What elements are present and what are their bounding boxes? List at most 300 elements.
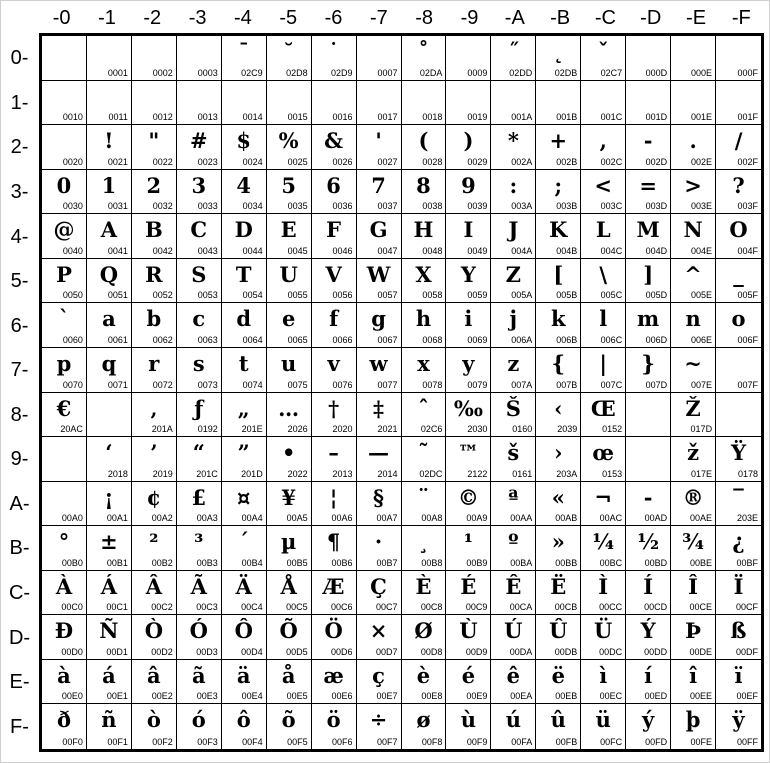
code-table xyxy=(39,33,764,752)
char-glyph xyxy=(402,82,446,111)
char-glyph: ï xyxy=(734,662,743,688)
char-cell xyxy=(87,303,132,348)
char-glyph: › xyxy=(554,440,563,466)
char-glyph: 1 xyxy=(101,172,117,198)
char-glyph: × xyxy=(369,618,388,644)
char-code: 00B1 xyxy=(106,557,128,568)
char-glyph: ® xyxy=(682,484,704,510)
char-cell xyxy=(132,660,177,705)
char-code: 0078 xyxy=(422,379,443,390)
char-cell xyxy=(132,125,177,170)
char-cell xyxy=(716,259,761,304)
char-cell xyxy=(312,170,357,215)
char-cell xyxy=(132,704,177,749)
char-cell xyxy=(222,125,267,170)
char-cell xyxy=(536,526,581,571)
char-cell xyxy=(222,615,267,660)
char-glyph: ˇ xyxy=(597,39,609,64)
char-glyph: Å xyxy=(280,573,297,599)
char-code: 0044 xyxy=(242,245,263,256)
char-cell xyxy=(536,704,581,749)
char-glyph: [ xyxy=(553,261,564,287)
char-code: 02DC xyxy=(419,468,443,479)
char-code: 203A xyxy=(556,468,578,479)
char-cell xyxy=(87,615,132,660)
char-code: 00A5 xyxy=(286,513,308,524)
char-cell xyxy=(626,660,671,705)
char-cell xyxy=(536,170,581,215)
char-cell xyxy=(42,571,87,616)
char-code: 00DE xyxy=(689,646,713,657)
char-code: 00B9 xyxy=(466,557,488,568)
char-glyph: ë xyxy=(551,662,565,688)
char-cell xyxy=(42,125,87,170)
char-code: 0015 xyxy=(287,112,308,123)
char-cell xyxy=(446,571,491,616)
char-code: 00F6 xyxy=(332,737,353,747)
char-glyph: è xyxy=(416,662,431,688)
char-glyph: ê xyxy=(506,662,521,688)
char-cell xyxy=(716,170,761,215)
char-glyph: ˉ xyxy=(238,39,249,64)
char-glyph: Ô xyxy=(234,618,253,644)
char-glyph: d xyxy=(236,306,252,332)
char-glyph: £ xyxy=(191,484,207,510)
char-code: 00CD xyxy=(644,602,668,613)
char-glyph: / xyxy=(734,128,743,154)
char-code: 002A xyxy=(511,156,533,167)
char-code: 0152 xyxy=(602,424,623,435)
char-cell xyxy=(402,259,447,304)
char-code: 0021 xyxy=(107,156,128,167)
char-code: 00A9 xyxy=(466,513,488,524)
char-glyph: % xyxy=(278,128,299,154)
char-cell xyxy=(87,660,132,705)
char-code: 004F xyxy=(737,245,758,256)
char-cell xyxy=(626,214,671,259)
char-code: 00B3 xyxy=(196,557,218,568)
char-cell xyxy=(357,170,402,215)
char-cell xyxy=(312,615,357,660)
char-glyph: ˙ xyxy=(328,39,339,64)
char-code: 0026 xyxy=(332,156,353,167)
char-code: 003B xyxy=(556,201,578,212)
char-code: 2026 xyxy=(287,424,308,435)
char-code: 0079 xyxy=(467,379,488,390)
char-glyph: { xyxy=(551,350,566,376)
char-cell xyxy=(267,437,312,482)
char-glyph xyxy=(42,438,86,467)
char-glyph: ¡ xyxy=(104,484,114,510)
char-code: 002C xyxy=(600,156,623,167)
char-glyph: Ã xyxy=(190,573,207,599)
char-cell xyxy=(536,36,581,81)
char-glyph: – xyxy=(328,440,339,466)
char-glyph xyxy=(87,394,131,423)
row-header: F- xyxy=(10,715,29,738)
char-code: 0071 xyxy=(107,379,128,390)
char-glyph: ¹ xyxy=(463,529,473,555)
char-glyph: “ xyxy=(192,440,205,466)
char-glyph: Ê xyxy=(505,573,522,599)
char-code: 005B xyxy=(556,290,578,301)
char-glyph: ‘ xyxy=(105,440,113,466)
char-glyph: Y xyxy=(460,261,476,287)
char-glyph: A xyxy=(100,217,118,243)
char-glyph: - xyxy=(643,484,653,510)
char-glyph: 5 xyxy=(281,172,296,198)
char-cell xyxy=(357,36,402,81)
char-glyph: ¬ xyxy=(594,484,613,510)
char-cell xyxy=(357,704,402,749)
char-glyph: . xyxy=(689,128,697,154)
char-code: 00DC xyxy=(599,646,623,657)
char-code: 007F xyxy=(737,379,758,390)
char-code: 00A1 xyxy=(106,513,128,524)
char-cell xyxy=(716,348,761,393)
char-code: 00F8 xyxy=(421,737,443,747)
char-glyph xyxy=(177,37,221,66)
char-cell xyxy=(222,437,267,482)
char-glyph: ‡ xyxy=(373,395,385,421)
char-code: 003E xyxy=(691,201,713,212)
column-header: -E xyxy=(686,7,707,29)
char-code: 00D9 xyxy=(465,646,488,657)
char-cell xyxy=(581,214,626,259)
char-cell xyxy=(267,615,312,660)
char-cell xyxy=(177,170,222,215)
char-code: 00E6 xyxy=(331,691,353,702)
char-glyph: S xyxy=(191,261,207,287)
char-glyph: š xyxy=(507,440,520,466)
char-code: 00F2 xyxy=(152,737,173,747)
char-glyph: å xyxy=(281,662,296,688)
char-cell xyxy=(402,36,447,81)
char-glyph: ˝ xyxy=(508,39,519,64)
char-glyph: + xyxy=(549,128,568,154)
char-cell xyxy=(87,571,132,616)
char-cell xyxy=(42,482,87,527)
char-code: 005C xyxy=(600,290,623,301)
row-header: C- xyxy=(8,582,31,605)
char-cell xyxy=(42,214,87,259)
char-cell xyxy=(671,214,716,259)
char-glyph xyxy=(626,37,670,66)
char-glyph xyxy=(446,82,490,111)
char-glyph: Ä xyxy=(235,573,252,599)
char-glyph: ¥ xyxy=(281,484,296,510)
char-code: 000E xyxy=(691,67,713,78)
char-glyph: e xyxy=(281,306,296,332)
char-cell xyxy=(267,214,312,259)
char-code: 20AC xyxy=(60,424,83,435)
char-glyph: F xyxy=(326,217,342,243)
char-cell xyxy=(222,704,267,749)
char-code: 004C xyxy=(600,245,623,256)
char-cell xyxy=(177,393,222,438)
char-cell xyxy=(581,526,626,571)
char-glyph xyxy=(87,37,131,66)
char-cell xyxy=(446,704,491,749)
char-glyph: ô xyxy=(236,707,251,733)
char-cell xyxy=(357,393,402,438)
char-glyph: G xyxy=(369,217,388,243)
char-code: 003D xyxy=(645,201,668,212)
char-glyph: ü xyxy=(595,707,611,733)
char-glyph: o xyxy=(731,306,746,332)
char-cell xyxy=(357,660,402,705)
char-code: 00A2 xyxy=(151,513,173,524)
char-code: 0178 xyxy=(737,468,758,479)
char-cell xyxy=(132,437,177,482)
char-cell xyxy=(132,170,177,215)
char-cell xyxy=(536,348,581,393)
char-code: 00F7 xyxy=(376,737,398,747)
char-glyph: ú xyxy=(505,707,521,733)
char-glyph: D xyxy=(234,217,253,243)
char-cell xyxy=(491,170,536,215)
char-glyph: Õ xyxy=(279,618,298,644)
char-glyph: j xyxy=(509,306,518,332)
column-header: -8 xyxy=(415,7,434,29)
char-code: 02D8 xyxy=(286,67,308,78)
char-glyph: Œ xyxy=(590,395,616,421)
char-cell xyxy=(581,571,626,616)
char-code: 00C7 xyxy=(375,602,398,613)
char-code: 000D xyxy=(645,67,668,78)
char-cell xyxy=(491,259,536,304)
char-cell xyxy=(42,704,87,749)
row-labels xyxy=(0,33,39,752)
char-glyph: … xyxy=(278,395,300,421)
char-cell xyxy=(446,348,491,393)
char-code: 201E xyxy=(241,424,263,435)
char-code: 0013 xyxy=(197,112,218,123)
char-code: 0075 xyxy=(287,379,308,390)
char-code: 001F xyxy=(737,112,758,123)
row-header: D- xyxy=(8,626,31,649)
char-code: 00EB xyxy=(555,691,578,702)
char-glyph: î xyxy=(689,662,698,688)
char-cell xyxy=(87,36,132,81)
char-code: 00A4 xyxy=(241,513,263,524)
char-code: 005D xyxy=(645,290,668,301)
char-glyph: H xyxy=(413,217,434,243)
char-cell xyxy=(716,660,761,705)
char-code: 00D6 xyxy=(331,646,353,657)
char-code: 00BB xyxy=(555,557,578,568)
char-cell xyxy=(222,571,267,616)
char-code: 00FD xyxy=(645,737,668,747)
char-glyph: : xyxy=(509,172,518,198)
char-glyph: „ xyxy=(237,395,250,421)
column-header: -7 xyxy=(369,7,388,29)
char-cell xyxy=(132,615,177,660)
char-code: 0014 xyxy=(242,112,263,123)
char-code: 0011 xyxy=(108,112,128,123)
char-glyph: º xyxy=(508,529,519,555)
char-cell xyxy=(626,170,671,215)
char-glyph: @ xyxy=(53,217,75,243)
char-cell xyxy=(671,526,716,571)
char-code: 02DA xyxy=(419,67,443,78)
char-glyph: ½ xyxy=(637,529,660,555)
char-glyph: Ý xyxy=(640,618,656,644)
char-cell xyxy=(42,526,87,571)
char-glyph: ² xyxy=(149,529,159,555)
char-glyph xyxy=(132,82,176,111)
char-cell xyxy=(671,615,716,660)
char-glyph xyxy=(536,82,580,111)
char-glyph: © xyxy=(457,484,479,510)
char-code: 0062 xyxy=(152,334,173,345)
char-cell xyxy=(312,482,357,527)
char-cell xyxy=(446,393,491,438)
row-header: A- xyxy=(9,492,30,515)
char-glyph: ˛ xyxy=(553,39,564,64)
char-glyph: X xyxy=(415,261,432,287)
char-cell xyxy=(132,348,177,393)
char-glyph: g xyxy=(371,306,386,332)
char-code: 00E2 xyxy=(151,691,173,702)
char-cell xyxy=(491,303,536,348)
char-code: 0040 xyxy=(62,245,83,256)
char-glyph: 3 xyxy=(191,172,207,198)
char-cell xyxy=(267,36,312,81)
char-cell xyxy=(716,393,761,438)
char-code: 007A xyxy=(511,379,533,390)
char-cell xyxy=(491,571,536,616)
char-cell xyxy=(177,259,222,304)
char-cell xyxy=(87,259,132,304)
char-cell xyxy=(267,303,312,348)
char-cell xyxy=(491,704,536,749)
char-glyph: u xyxy=(281,350,297,376)
char-cell xyxy=(581,36,626,81)
char-cell xyxy=(357,482,402,527)
char-glyph: À xyxy=(55,573,73,599)
char-cell xyxy=(716,482,761,527)
char-glyph: Þ xyxy=(685,618,702,644)
row-header: B- xyxy=(9,537,30,560)
char-cell xyxy=(671,348,716,393)
column-header: -3 xyxy=(188,7,207,29)
char-glyph: , xyxy=(599,128,607,154)
char-glyph: t xyxy=(238,350,249,376)
char-cell xyxy=(581,259,626,304)
char-cell xyxy=(402,303,447,348)
char-code: 00D5 xyxy=(286,646,308,657)
char-glyph xyxy=(626,394,670,423)
char-cell xyxy=(402,393,447,438)
row-header: 5- xyxy=(10,270,29,293)
char-cell xyxy=(671,437,716,482)
char-cell xyxy=(716,437,761,482)
char-cell xyxy=(357,526,402,571)
char-cell xyxy=(402,660,447,705)
char-code: 00E3 xyxy=(196,691,218,702)
char-glyph: 8 xyxy=(416,172,431,198)
char-glyph xyxy=(626,82,670,111)
char-code: 00FE xyxy=(690,737,713,747)
char-cell xyxy=(446,125,491,170)
char-glyph: ã xyxy=(191,662,206,688)
char-cell xyxy=(42,81,87,126)
char-glyph: k xyxy=(551,306,566,332)
char-glyph: â xyxy=(147,662,161,688)
char-cell xyxy=(626,482,671,527)
char-cell xyxy=(132,303,177,348)
char-code: 00B0 xyxy=(61,557,83,568)
char-cell xyxy=(222,81,267,126)
char-glyph: Z xyxy=(505,261,522,287)
char-cell xyxy=(87,348,132,393)
char-glyph: M xyxy=(636,217,660,243)
char-code: 0060 xyxy=(62,334,83,345)
char-code: 0192 xyxy=(197,424,218,435)
char-glyph xyxy=(132,37,176,66)
char-cell xyxy=(581,125,626,170)
char-cell xyxy=(312,393,357,438)
char-code: 0072 xyxy=(152,379,173,390)
char-code: 00CF xyxy=(735,602,758,613)
char-cell xyxy=(446,81,491,126)
char-glyph: 0 xyxy=(56,172,72,198)
char-glyph xyxy=(716,82,761,111)
char-glyph: ³ xyxy=(194,529,204,555)
char-glyph: ™ xyxy=(457,440,479,466)
char-code: 00FF xyxy=(736,737,758,747)
column-header: -D xyxy=(640,7,662,29)
char-cell xyxy=(716,81,761,126)
char-glyph: — xyxy=(368,440,390,466)
char-glyph: õ xyxy=(281,707,296,733)
char-cell xyxy=(132,393,177,438)
char-cell xyxy=(446,660,491,705)
char-code: 0153 xyxy=(602,468,623,479)
char-cell xyxy=(177,704,222,749)
char-code: 00BE xyxy=(690,557,713,568)
char-code: 0066 xyxy=(332,334,353,345)
char-glyph: Ç xyxy=(370,573,387,599)
char-cell xyxy=(536,660,581,705)
row-header: 3- xyxy=(10,180,29,203)
char-cell xyxy=(581,81,626,126)
char-cell xyxy=(42,437,87,482)
char-glyph xyxy=(357,82,401,111)
char-cell xyxy=(177,214,222,259)
char-code: 0007 xyxy=(377,67,398,78)
char-cell xyxy=(626,571,671,616)
char-glyph xyxy=(42,483,86,512)
char-code: 0003 xyxy=(197,67,218,78)
char-glyph: L xyxy=(595,217,611,243)
char-cell xyxy=(312,571,357,616)
char-glyph: R xyxy=(145,261,163,287)
char-code: 00E0 xyxy=(61,691,83,702)
char-code: 001E xyxy=(691,112,713,123)
char-cell xyxy=(402,704,447,749)
char-cell xyxy=(357,303,402,348)
char-glyph: _ xyxy=(733,261,744,287)
char-cell xyxy=(716,214,761,259)
char-code: 0002 xyxy=(152,67,173,78)
char-code: 0063 xyxy=(197,334,218,345)
char-cell xyxy=(222,259,267,304)
char-glyph: È xyxy=(415,573,432,599)
char-code: 002D xyxy=(645,156,668,167)
char-code: 004A xyxy=(511,245,533,256)
